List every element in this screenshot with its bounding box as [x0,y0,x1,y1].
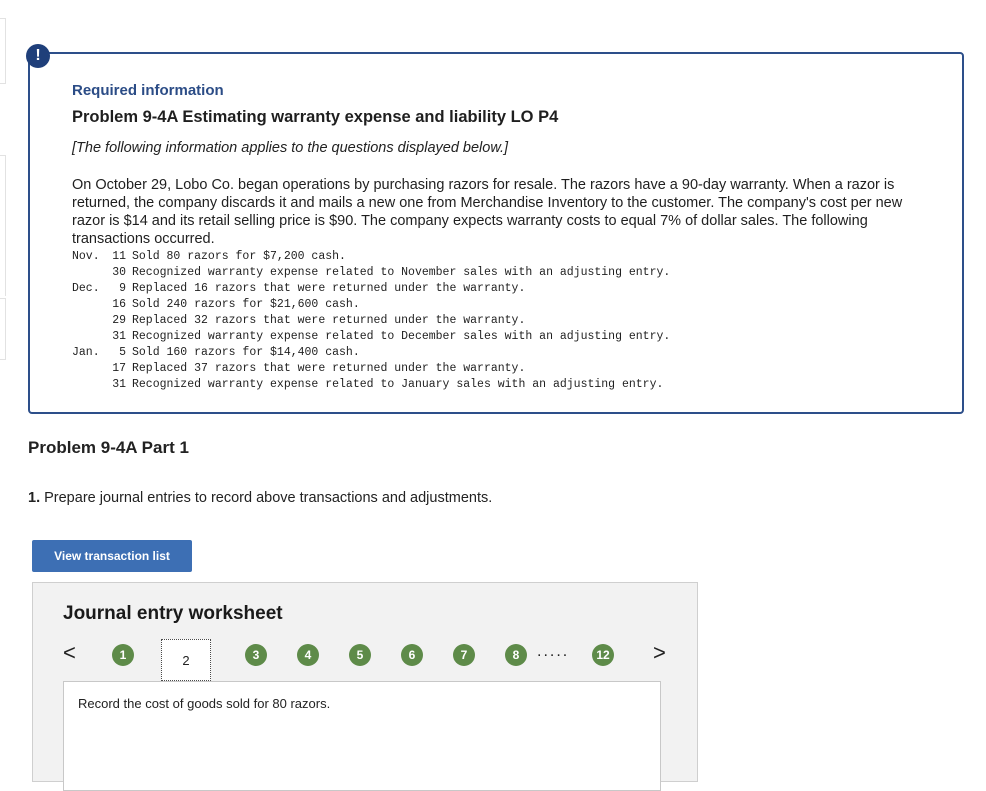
problem-description: On October 29, Lobo Co. began operations by purchasing razors for resale. The razors have a 90-day warranty. When a razor is returned, the company discards it and mails a new one from Merchandise Inventory to the customer. The company's cost per new razor is $14 and its retail selling price is $90. The company expects warranty costs to equal 7% of dollar sales. The following transactions occurred. [72,177,903,247]
chevron-left-icon[interactable]: < [63,640,76,665]
transaction-day: 11 [112,250,126,263]
transaction-text: Sold 80 razors for $7,200 cash. [132,250,346,263]
transaction-text: Replaced 16 razors that were returned under the warranty. [132,282,526,295]
instruction-text: Prepare journal entries to record above transactions and adjustments. [40,490,493,506]
worksheet-step-5[interactable]: 5 [349,644,371,666]
transaction-month: Nov. [72,250,100,263]
worksheet-step-8[interactable]: 8 [505,644,527,666]
transaction-row [72,265,670,281]
worksheet-step-3[interactable]: 3 [245,644,267,666]
worksheet-step-4[interactable]: 4 [297,644,319,666]
required-information-box [28,52,964,414]
transaction-row [72,329,670,345]
transaction-text: Recognized warranty expense related to December sales with an adjusting entry. [132,330,671,343]
transaction-day: 16 [112,298,126,311]
transaction-day: 17 [112,362,126,375]
journal-entry-worksheet [32,582,698,782]
transaction-row [72,281,670,297]
transaction-text: Replaced 37 razors that were returned under the warranty. [132,362,526,375]
transaction-month: Dec. [72,282,100,295]
left-edge-tab [0,18,6,84]
transaction-row [72,377,670,393]
transaction-day: 29 [112,314,126,327]
transaction-row [72,313,670,329]
part-title: Problem 9-4A Part 1 [28,438,189,457]
required-information-heading: Required information [72,82,224,99]
transaction-day: 31 [112,330,126,343]
transaction-row [72,297,670,313]
step-ellipsis: ..... [537,643,570,660]
journal-entry-panel [63,681,661,791]
transaction-day: 5 [119,346,126,359]
transaction-text: Sold 160 razors for $14,400 cash. [132,346,360,359]
transaction-text: Recognized warranty expense related to January sales with an adjusting entry. [132,378,664,391]
view-transaction-list-button[interactable]: View transaction list [32,540,192,572]
worksheet-step-current[interactable]: 2 [161,639,211,681]
chevron-right-icon[interactable]: > [653,640,666,665]
transaction-text: Sold 240 razors for $21,600 cash. [132,298,360,311]
transaction-list [72,249,670,393]
transaction-row [72,361,670,377]
worksheet-step-6[interactable]: 6 [401,644,423,666]
transaction-text: Recognized warranty expense related to November sales with an adjusting entry. [132,266,671,279]
instruction [28,490,492,506]
problem-title: Problem 9-4A Estimating warranty expense and liability LO P4 [72,108,559,126]
transaction-day: 9 [119,282,126,295]
entry-prompt: Record the cost of goods sold for 80 razors. [78,696,331,711]
left-edge-tab [0,298,6,360]
instruction-number: 1. [28,490,41,506]
left-edge-tab [0,155,6,296]
transaction-month: Jan. [72,346,100,359]
transaction-row [72,249,670,265]
worksheet-step-12[interactable]: 12 [592,644,614,666]
transaction-text: Replaced 32 razors that were returned under the warranty. [132,314,526,327]
worksheet-title: Journal entry worksheet [63,603,283,624]
alert-icon: ! [26,44,50,68]
transaction-row [72,345,670,361]
worksheet-step-7[interactable]: 7 [453,644,475,666]
transaction-day: 30 [112,266,126,279]
worksheet-step-1[interactable]: 1 [112,644,134,666]
transaction-day: 31 [112,378,126,391]
applies-note: [The following information applies to the questions displayed below.] [72,140,509,156]
